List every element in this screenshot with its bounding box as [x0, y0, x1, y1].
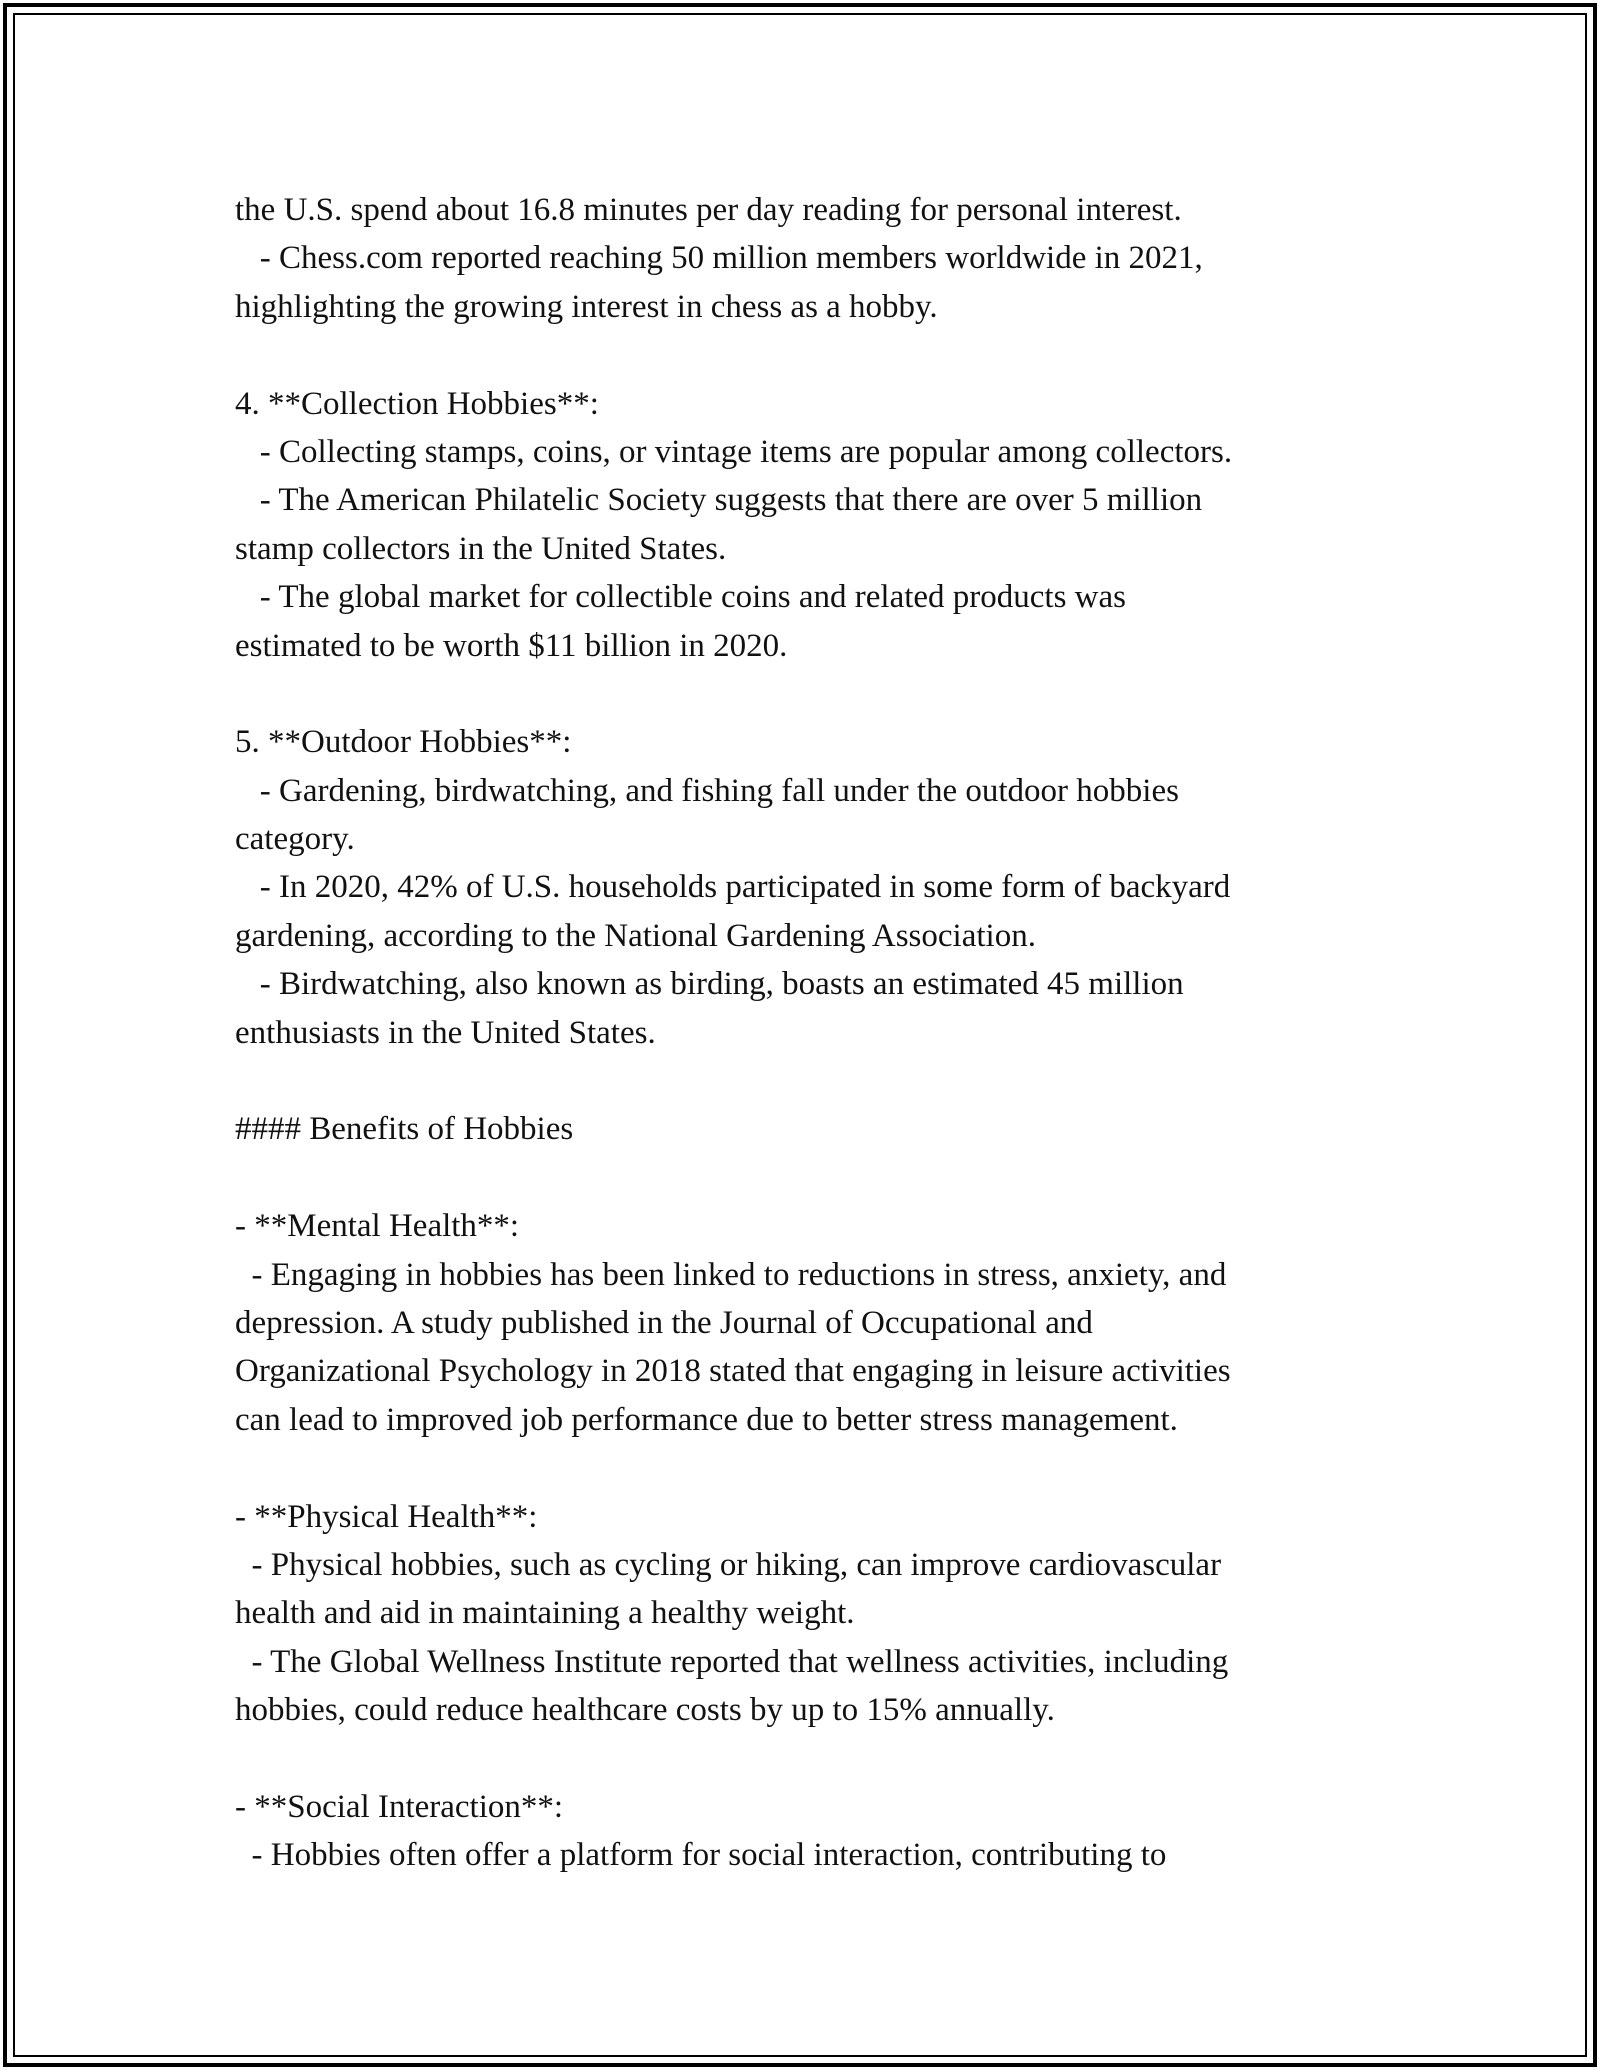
text-line: estimated to be worth $11 billion in 2020. [235, 627, 788, 664]
blank-line [235, 1154, 1385, 1202]
text-line: category. [235, 821, 355, 858]
text-line: Organizational Psychology in 2018 stated that engaging in leisure activities [235, 1353, 1231, 1390]
text-line: enthusiasts in the United States. [235, 1014, 656, 1051]
text-line: - The global market for collectible coins and related products was [235, 579, 1126, 616]
text-line: - The Global Wellness Institute reported that wellness activities, including [235, 1643, 1229, 1680]
text-line: - Collecting stamps, coins, or vintage items are popular among collectors. [235, 433, 1233, 470]
text-line: highlighting the growing interest in chess as a hobby. [235, 288, 938, 325]
blank-line [235, 1057, 1385, 1105]
subheading-physical-health: - **Physical Health**: [235, 1498, 538, 1535]
text-line: - Birdwatching, also known as birding, boasts an estimated 45 million [235, 966, 1184, 1003]
document-body [235, 186, 1385, 1880]
text-line: - Physical hobbies, such as cycling or hiking, can improve cardiovascular [235, 1546, 1222, 1583]
text-line: stamp collectors in the United States. [235, 530, 727, 567]
text-line: - The American Philatelic Society suggests that there are over 5 million [235, 482, 1203, 519]
section-heading-benefits: #### Benefits of Hobbies [235, 1111, 574, 1148]
text-line: depression. A study published in the Journal of Occupational and [235, 1304, 1093, 1341]
text-line: - In 2020, 42% of U.S. households participated in some form of backyard [235, 869, 1231, 906]
blank-line [235, 1735, 1385, 1783]
text-line: the U.S. spend about 16.8 minutes per day reading for personal interest. [235, 192, 1182, 228]
text-line: hobbies, could reduce healthcare costs by up to 15% annually. [235, 1692, 1055, 1729]
text-line: - Chess.com reported reaching 50 million members worldwide in 2021, [235, 240, 1203, 277]
text-line: gardening, according to the National Gardening Association. [235, 917, 1036, 954]
text-line: - Engaging in hobbies has been linked to reductions in stress, anxiety, and [235, 1256, 1227, 1293]
blank-line [235, 670, 1385, 718]
subheading-social-interaction: - **Social Interaction**: [235, 1788, 564, 1825]
blank-line [235, 331, 1385, 379]
text-line: health and aid in maintaining a healthy weight. [235, 1595, 855, 1632]
blank-line [235, 1444, 1385, 1492]
text-line: can lead to improved job performance due to better stress management. [235, 1401, 1178, 1438]
subheading-mental-health: - **Mental Health**: [235, 1208, 520, 1245]
section-heading-outdoor-hobbies: 5. **Outdoor Hobbies**: [235, 724, 572, 761]
section-heading-collection-hobbies: 4. **Collection Hobbies**: [235, 385, 599, 422]
text-line: - Hobbies often offer a platform for social interaction, contributing to [235, 1837, 1167, 1874]
text-line: - Gardening, birdwatching, and fishing fall under the outdoor hobbies [235, 772, 1179, 809]
